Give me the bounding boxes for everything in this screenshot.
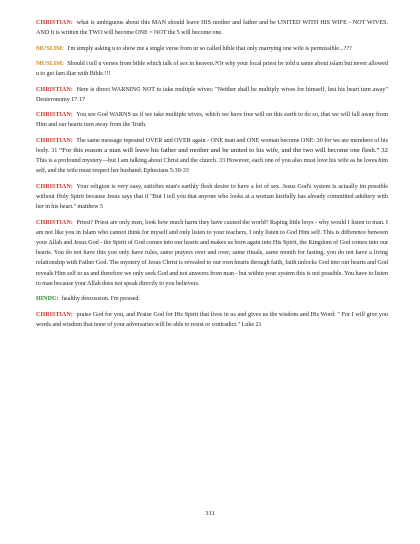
dialogue-text: Your religion is very easy, satisfies man's earthly flesh desire to have a lot of sex. Jesus God's system is actually im possible without Holy Spirit because Jesus says that if "But I tell you that anyone who looks at a woman lustfully has already committed adultery with her in his heart." matthew 5 <box>36 183 388 211</box>
dialogue-paragraph <box>36 18 388 38</box>
dialogue-text: You see God WARNS us if we take multiple wives, which we have free will on this earth to do so, that we will fall away from Him and our hearts turn away from the Truth. <box>36 112 388 129</box>
speaker-label-christian: CHRISTIAN: <box>36 112 73 119</box>
speaker-label-christian: CHRISTIAN: <box>36 219 73 226</box>
dialogue-paragraph <box>36 85 388 105</box>
dialogue-text: Should i tell u verses from bible which talk of sex in heaven.?Or why your local priest hv told u same about islam but never allowed u to get fam iliar with Bible.!!! <box>36 60 388 78</box>
dialogue-text: healthy descussion. I'm pressed. <box>61 296 140 303</box>
dialogue-text: Here is direct WARNING NOT to take multiple wives: "Neither shall he multiply wives for himself, lest his heart turn away" Deuteronomy 17:17 <box>36 86 388 103</box>
dialogue-paragraph <box>36 294 388 304</box>
dialogue-text: I'm simply asking u to show me a single verse from ur so called bible that only marrying one wife is permissible...??? <box>67 45 352 52</box>
dialogue-text-continued: This is a profound mystery—but I am talking about Christ and the church. 33 However, each one of you also must love his wife as he loves him self, and the wife must respect her husband. Ephesians 5:30-33 <box>36 158 388 175</box>
speaker-label-muslim: MUSLIM: <box>36 45 64 52</box>
speaker-label-muslim: MUSLIM: <box>36 60 64 67</box>
speaker-label-christian: CHRISTIAN: <box>36 137 73 144</box>
speaker-label-christian: CHRISTIAN: <box>36 86 73 93</box>
dialogue-paragraph <box>36 310 388 330</box>
dialogue-text: The same message repeated OVER and OVER again - ONE man and ONE woman become ONE: 30 for we are members of his body. 31 <box>36 137 388 154</box>
speaker-label-hindu: HINDU: <box>36 296 59 303</box>
speaker-label-christian: CHRISTIAN: <box>36 20 73 26</box>
dialogue-text: what is ambiguous about this MAN should leave HIS mother and father and be UNITED WITH HIS WIFE - NOT WIVES. AND It is written the TWO will become ONE = NOT the 5 will become one. <box>36 20 388 37</box>
scripture-quote: “For this reason a man will leave his father and mother and be united to his wife, and the two will become one flesh.” 32 <box>59 146 388 154</box>
dialogue-text: Priest? Priest are only men, look how much harm they have caused the world? Raping little boys - why would I listen to man. I am not like you in Islam who cannot think for myself and only listen to your teachers, I only listen to God Him self. This is difference between your Allah and Jesus God - the Spirit of God comes into our hearts and makes us born again into His Spirit, the Kingdom of God comes into our hearts. You do not have this you only have rules, same prayers over and over, same rituals, same month for fasting, you do not have a living relationship with Father God. The mystery of Jesus Christ is revealed to our own hearts through faith, faith unlocks God into our hearts and God reveals Him self to us and therefore we only seek God and not answers from man - but within your system this is not possible. You have to listen to man because your Allah does not speak directly to you believers. <box>36 219 388 287</box>
speaker-label-christian: CHRISTIAN: <box>36 311 73 318</box>
dialogue-paragraph <box>36 182 388 213</box>
dialogue-paragraph <box>36 110 388 130</box>
dialogue-paragraph <box>36 218 388 289</box>
dialogue-paragraph <box>36 44 388 54</box>
dialogue-paragraph <box>36 59 388 79</box>
dialogue-paragraph <box>36 136 388 177</box>
document-page <box>36 18 388 518</box>
dialogue-text: praise God for you, and Praise God for His Spirit that lives in us and gives us the wisdom and His Word: " For I will give you words and wisdom that none of your adversaries will be able to resist or contradict." Luke 21 <box>36 311 388 328</box>
speaker-label-christian: CHRISTIAN: <box>36 183 73 190</box>
page-number: 311 <box>205 510 215 517</box>
